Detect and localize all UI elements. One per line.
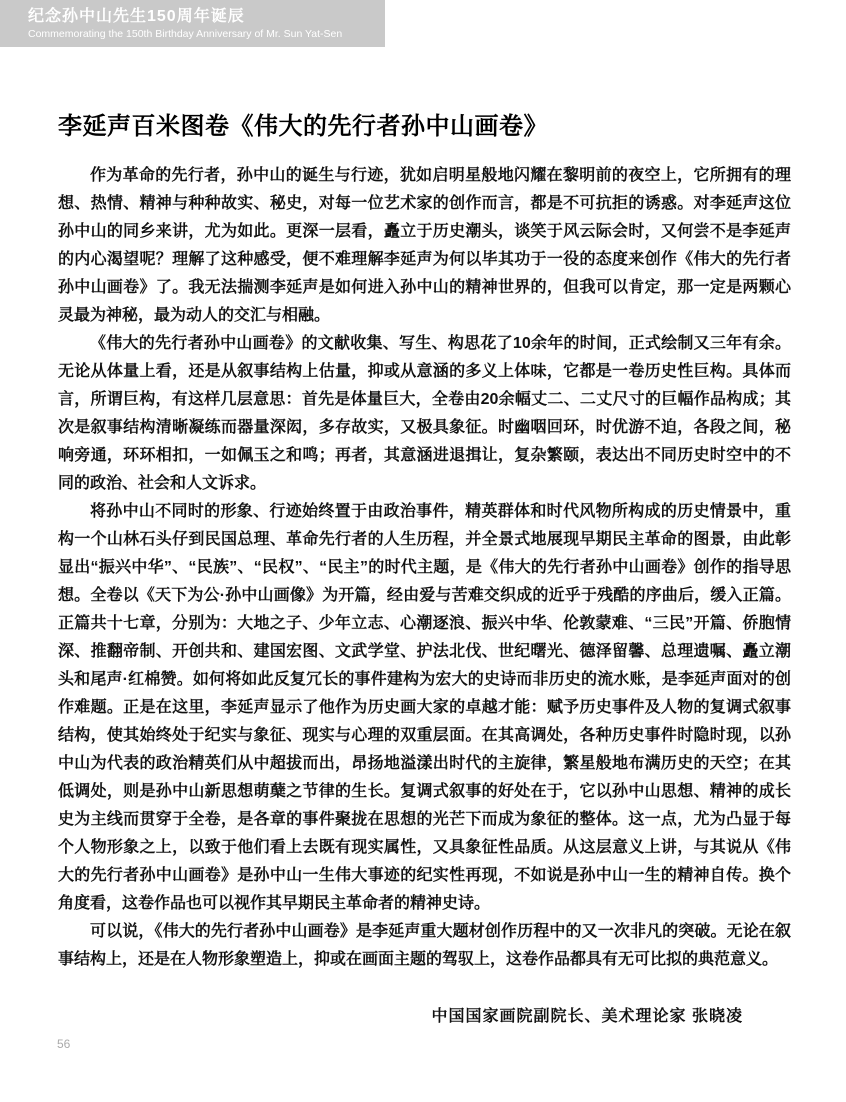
article-paragraph: 《伟大的先行者孙中山画卷》的文献收集、写生、构思花了10余年的时间，正式绘制又三年有余。无论从体量上看，还是从叙事结构上估量，抑或从意涵的多义上体味，它都是一卷历史性巨构。具体而言，所谓巨构，有这样几层意思：首先是体量巨大，全卷由20余幅丈二、二丈尺寸的巨幅作品构成；其次是叙事结构清晰凝练而器量深闳，多存故实，又极具象征。时幽咽回环，时优游不迫，各段之间，秘响旁通，环环相扣，一如佩玉之和鸣；再者，其意涵进退揖让，复杂繁颐，表达出不同历史时空中的不同的政治、社会和人文诉求。 [58, 335, 791, 492]
header-banner [0, 0, 385, 47]
author-attribution: 中国国家画院副院长、美术理论家 张晓凌 [431, 1008, 743, 1025]
banner-title-chinese: 纪念孙中山先生150周年诞辰 [28, 8, 245, 25]
article-title: 李延声百米图卷《伟大的先行者孙中山画卷》 [58, 113, 548, 141]
banner-title-english: Commemorating the 150th Birthday Anniversary of Mr. Sun Yat-Sen [28, 28, 343, 40]
article-body [58, 162, 791, 974]
article-paragraph: 将孙中山不同时的形象、行迹始终置于由政治事件，精英群体和时代风物所构成的历史情景中，重构一个山林石头仔到民国总理、革命先行者的人生历程，并全景式地展现早期民主革命的图景，由此彰显出“振兴中华”、“民族”、“民权”、“民主”的时代主题，是《伟大的先行者孙中山画卷》创作的指导思想。全卷以《天下为公·孙中山画像》为开篇，经由爱与苦难交织成的近乎于残酷的序曲后，缓入正篇。正篇共十七章，分别为：大地之子、少年立志、心潮逐浪、振兴中华、伦敦蒙难、“三民”开篇、侨胞情深、推翻帝制、开创共和、建国宏图、文武学堂、护法北伐、世纪曙光、德泽留馨、总理遗嘱、矗立潮头和尾声·红棉赞。如何将如此反复冗长的事件建构为宏大的史诗而非历史的流水账，是李延声面对的创作难题。正是在这里，李延声显示了他作为历史画大家的卓越才能：赋予历史事件及人物的复调式叙事结构，使其始终处于纪实与象征、现实与心理的双重层面。在其高调处，各种历史事件时隐时现，以孙中山为代表的政治精英们从中超拔而出，昂扬地溢漾出时代的主旋律，繁星般地布满历史的天空；在其低调处，则是孙中山新思想萌蘖之节律的生长。复调式叙事的好处在于，它以孙中山思想、精神的成长史为主线而贯穿于全卷，是各章的事件聚拢在思想的光芒下而成为象征的整体。这一点，尤为凸显于每个人物形象之上，以致于他们看上去既有现实属性，又具象征性品质。从这层意义上讲，与其说从《伟大的先行者孙中山画卷》是孙中山一生伟大事迹的纪实性再现，不如说是孙中山一生的精神自传。换个角度看，这卷作品也可以视作其早期民主革命者的精神史诗。 [58, 503, 791, 912]
page-number: 56 [57, 1037, 71, 1051]
article-paragraph: 可以说，《伟大的先行者孙中山画卷》是李延声重大题材创作历程中的又一次非凡的突破。无论在叙事结构上，还是在人物形象塑造上，抑或在画面主题的驾驭上，这卷作品都具有无可比拟的典范意义。 [58, 923, 791, 968]
article-paragraph: 作为革命的先行者，孙中山的诞生与行迹，犹如启明星般地闪耀在黎明前的夜空上，它所拥有的理想、热情、精神与种种故实、秘史，对每一位艺术家的创作而言，都是不可抗拒的诱惑。对李延声这位孙中山的同乡来讲，尤为如此。更深一层看，矗立于历史潮头，谈笑于风云际会时，又何尝不是李延声的内心渴望呢？理解了这种感受，便不难理解李延声为何以毕其功于一役的态度来创作《伟大的先行者孙中山画卷》了。我无法揣测李延声是如何进入孙中山的精神世界的，但我可以肯定，那一定是两颗心灵最为神秘，最为动人的交汇与相融。 [58, 167, 791, 324]
